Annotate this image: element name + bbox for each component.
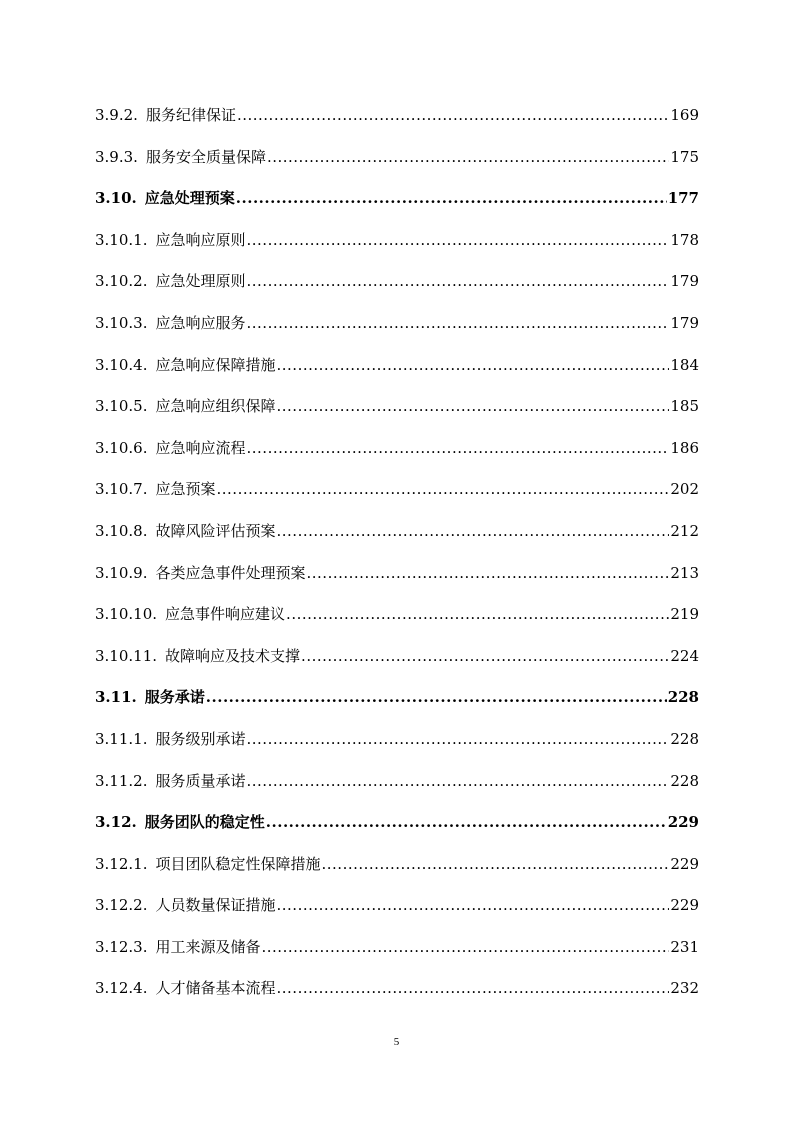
toc-entry-title: 服务安全质量保障: [145, 147, 266, 166]
toc-entry-page: 232: [670, 979, 699, 998]
toc-entry-number: 3.11.1.: [95, 729, 148, 748]
toc-entry-title: 故障风险评估预案: [155, 521, 276, 540]
toc-entry[interactable]: [95, 885, 699, 927]
toc-entry-title: 服务级别承诺: [155, 729, 246, 748]
toc-dot-leader: [301, 636, 669, 678]
toc-entry-number: 3.10.6.: [95, 438, 148, 457]
toc-entry-title: 项目团队稳定性保障措施: [155, 854, 321, 873]
toc-entry-page: 185: [670, 397, 699, 416]
toc-entry-number: 3.12.2.: [95, 896, 148, 915]
toc-dot-leader: [247, 261, 670, 303]
toc-dot-leader: [266, 802, 667, 844]
toc-dot-leader: [307, 553, 670, 595]
toc-entry-title: 人员数量保证措施: [155, 896, 276, 915]
toc-entry-title: 服务承诺: [144, 688, 205, 707]
toc-entry-page: 213: [670, 563, 699, 582]
toc-dot-leader: [267, 137, 669, 179]
toc-entry-page: 179: [670, 313, 699, 332]
toc-entry-number: 3.10.4.: [95, 355, 148, 374]
toc-entry[interactable]: [95, 761, 699, 803]
toc-entry-number: 3.10.3.: [95, 313, 148, 332]
toc-entry-page: 231: [670, 937, 699, 956]
toc-entry-number: 3.10.1.: [95, 230, 148, 249]
toc-dot-leader: [236, 178, 667, 220]
toc-entry[interactable]: [95, 261, 699, 303]
toc-entry-number: 3.10.: [95, 189, 137, 208]
toc-entry[interactable]: [95, 594, 699, 636]
toc-entry-title: 人才储备基本流程: [155, 979, 276, 998]
toc-entry-title: 应急预案: [155, 480, 216, 499]
toc-entry-title: 应急响应原则: [155, 230, 246, 249]
toc-entry-title: 服务团队的稳定性: [144, 813, 265, 832]
toc-entry-number: 3.11.: [95, 688, 137, 707]
toc-entry[interactable]: [95, 719, 699, 761]
toc-dot-leader: [247, 303, 670, 345]
toc-entry-title: 应急处理预案: [144, 189, 235, 208]
toc-entry-number: 3.10.5.: [95, 397, 148, 416]
toc-entry[interactable]: [95, 137, 699, 179]
toc-dot-leader: [277, 885, 670, 927]
toc-entry[interactable]: [95, 553, 699, 595]
toc-dot-leader: [247, 220, 670, 262]
toc-entry-page: 229: [670, 854, 699, 873]
toc-dot-leader: [217, 469, 670, 511]
toc-entry-page: 179: [670, 272, 699, 291]
toc-entry[interactable]: [95, 844, 699, 886]
toc-dot-leader: [277, 345, 670, 387]
toc-entry[interactable]: [95, 636, 699, 678]
toc-dot-leader: [277, 386, 670, 428]
toc-entry-page: 229: [670, 896, 699, 915]
toc-entry[interactable]: [95, 802, 699, 844]
toc-entry-page: 212: [670, 521, 699, 540]
toc-entry-page: 186: [670, 438, 699, 457]
toc-entry-page: 177: [667, 189, 699, 208]
toc-entry-page: 219: [670, 605, 699, 624]
toc-entry[interactable]: [95, 968, 699, 1010]
toc-entry-number: 3.10.8.: [95, 521, 148, 540]
toc-dot-leader: [277, 968, 670, 1010]
toc-entry-title: 应急响应服务: [155, 313, 246, 332]
toc-dot-leader: [322, 844, 670, 886]
toc-entry-page: 184: [670, 355, 699, 374]
toc-dot-leader: [247, 719, 670, 761]
toc-entry-page: 228: [670, 771, 699, 790]
toc-entry-number: 3.10.9.: [95, 563, 148, 582]
toc-entry-number: 3.10.7.: [95, 480, 148, 499]
toc-dot-leader: [247, 761, 670, 803]
toc-entry-title: 用工来源及储备: [155, 937, 261, 956]
toc-entry-number: 3.9.3.: [95, 147, 138, 166]
toc-entry-title: 应急响应组织保障: [155, 397, 276, 416]
toc-entry[interactable]: [95, 428, 699, 470]
toc-entry[interactable]: [95, 386, 699, 428]
toc-entry[interactable]: [95, 511, 699, 553]
toc-entry[interactable]: [95, 345, 699, 387]
toc-dot-leader: [237, 95, 669, 137]
toc-entry-number: 3.12.4.: [95, 979, 148, 998]
toc-dot-leader: [286, 594, 669, 636]
toc-entry-title: 应急响应保障措施: [155, 355, 276, 374]
toc-dot-leader: [277, 511, 670, 553]
toc-entry-number: 3.12.3.: [95, 937, 148, 956]
toc-entry-title: 故障响应及技术支撑: [165, 646, 301, 665]
page-number: 5: [393, 1036, 400, 1048]
toc-entry-page: 228: [670, 729, 699, 748]
toc-dot-leader: [247, 428, 670, 470]
toc-entry-page: 224: [670, 646, 699, 665]
toc-entry-number: 3.10.2.: [95, 272, 148, 291]
toc-entry-number: 3.9.2.: [95, 106, 138, 124]
toc-entry-title: 应急处理原则: [155, 272, 246, 291]
toc-entry-page: 175: [670, 147, 699, 166]
toc-entry[interactable]: [95, 178, 699, 220]
toc-dot-leader: [262, 927, 670, 969]
toc-entry[interactable]: [95, 469, 699, 511]
toc-entry-page: 229: [667, 813, 699, 832]
toc-entry-page: 202: [670, 480, 699, 499]
toc-entry-number: 3.11.2.: [95, 771, 148, 790]
toc-entry[interactable]: [95, 303, 699, 345]
toc-entry[interactable]: [95, 95, 699, 137]
table-of-contents: [95, 95, 699, 1010]
toc-entry-page: 169: [670, 106, 699, 124]
toc-entry-title: 服务质量承诺: [155, 771, 246, 790]
toc-entry-title: 应急响应流程: [155, 438, 246, 457]
toc-entry-title: 应急事件响应建议: [165, 605, 286, 624]
toc-entry-title: 服务纪律保证: [145, 106, 236, 124]
toc-entry-number: 3.10.10.: [95, 605, 158, 624]
toc-entry-title: 各类应急事件处理预案: [155, 563, 306, 582]
toc-dot-leader: [206, 677, 667, 719]
toc-entry-number: 3.12.: [95, 813, 137, 832]
toc-entry-page: 178: [670, 230, 699, 249]
toc-entry-number: 3.12.1.: [95, 854, 148, 873]
toc-entry-page: 228: [667, 688, 699, 707]
toc-entry[interactable]: [95, 220, 699, 262]
toc-entry-number: 3.10.11.: [95, 646, 158, 665]
toc-entry[interactable]: [95, 677, 699, 719]
toc-entry[interactable]: [95, 927, 699, 969]
